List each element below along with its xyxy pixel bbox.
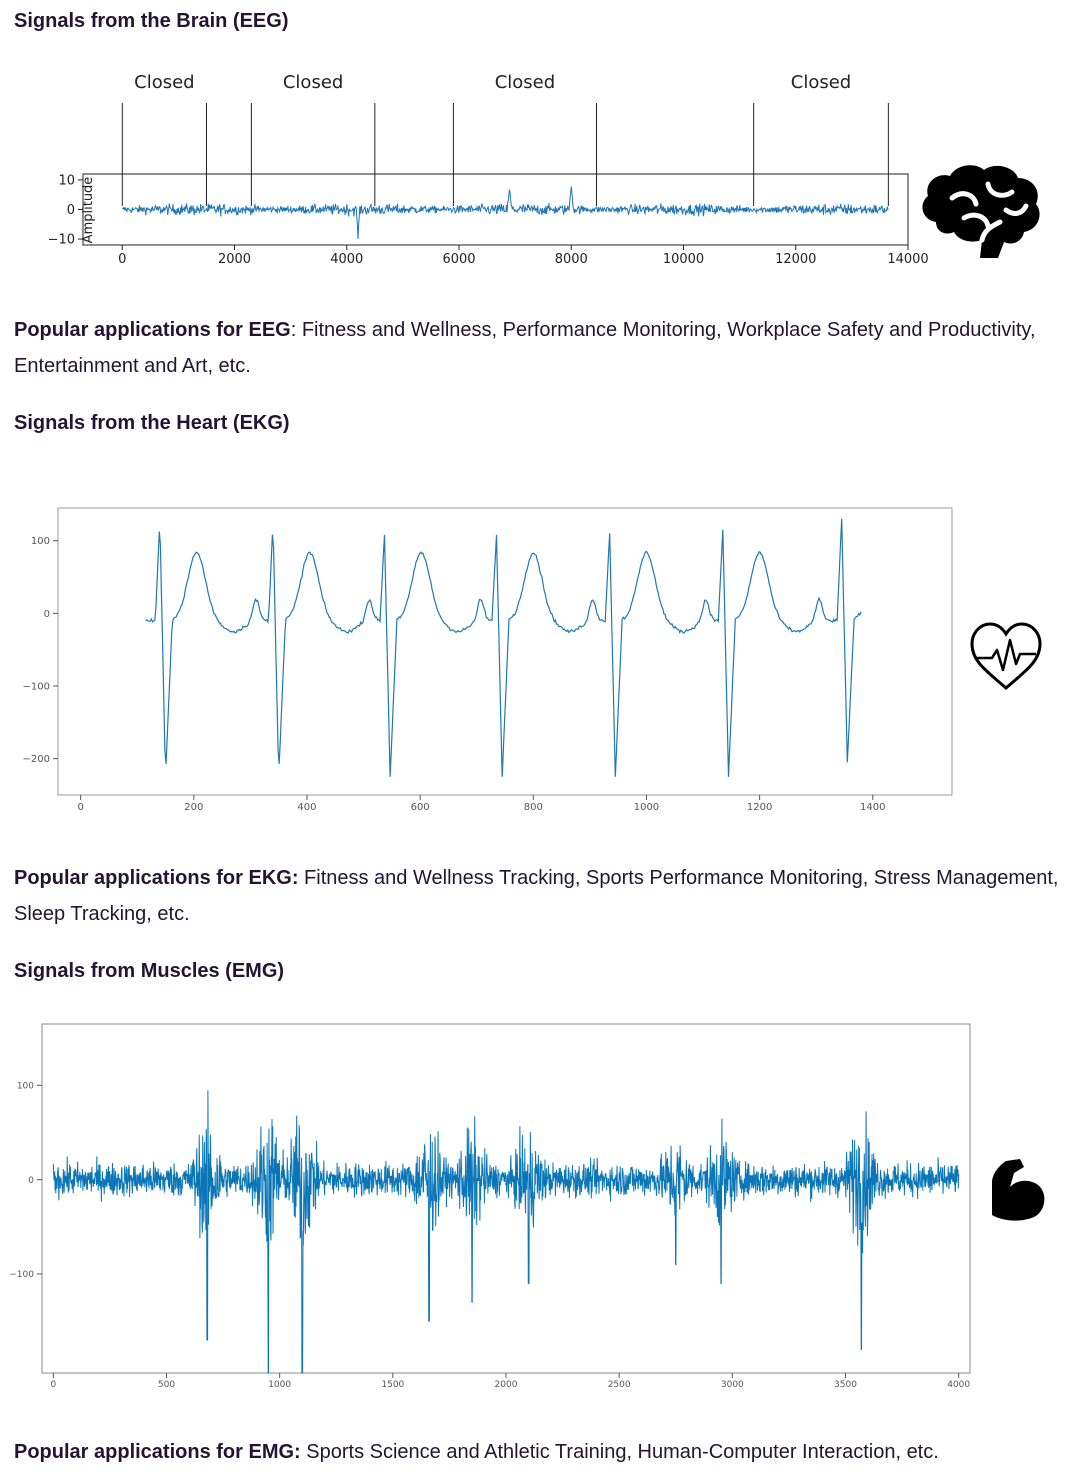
eeg-x-tick-label: 0 <box>118 252 127 267</box>
muscle-icon <box>986 1155 1050 1223</box>
emg-chart <box>0 1015 1080 1395</box>
emg-plot-frame <box>42 1024 970 1373</box>
eeg-x-tick-label: 8000 <box>554 252 588 267</box>
ekg-applications-label: Popular applications for EKG: <box>14 867 299 889</box>
emg-applications-label: Popular applications for EMG: <box>14 1441 301 1463</box>
emg-x-tick-label: 2500 <box>607 1380 631 1390</box>
emg-x-tick-label: 3000 <box>720 1380 744 1390</box>
emg-x-tick-label: 4000 <box>947 1380 971 1390</box>
eeg-x-tick-label: 12000 <box>775 252 817 267</box>
emg-x-tick-label: 1500 <box>381 1380 405 1390</box>
ekg-applications-list: Fitness and Wellness Tracking, Sports Performance Monitoring, Stress Management, Sleep Tracking, etc. <box>14 867 1059 925</box>
eeg-applications-label: Popular applications for EEG <box>14 319 291 341</box>
eeg-applications-list: : Fitness and Wellness, Performance Monitoring, Workplace Safety and Productivity, Entertainment and Art, etc. <box>14 319 1036 377</box>
ekg-x-tick-label: 1000 <box>633 802 660 813</box>
eeg-y-axis-label: Amplitude <box>81 176 96 244</box>
eeg-y-tick-label: −10 <box>47 232 75 248</box>
eeg-y-tick-label: 10 <box>58 173 75 189</box>
ekg-x-tick-label: 0 <box>77 802 84 813</box>
eeg-x-tick-label: 2000 <box>217 252 252 267</box>
eeg-closed-label: Closed <box>494 72 556 93</box>
ekg-applications-text <box>14 860 1064 932</box>
emg-x-tick-label: 500 <box>157 1380 176 1390</box>
ekg-y-tick-label: 0 <box>43 608 50 620</box>
eeg-heading: Signals from the Brain (EEG) <box>14 10 289 32</box>
eeg-y-tick-label: 0 <box>66 203 75 219</box>
emg-applications-list: Sports Science and Athletic Training, Human-Computer Interaction, etc. <box>300 1441 939 1463</box>
ekg-x-tick-label: 600 <box>410 802 430 813</box>
eeg-x-tick-label: 14000 <box>887 252 929 267</box>
ekg-x-tick-label: 1400 <box>860 802 886 813</box>
eeg-x-tick-label: 10000 <box>662 252 705 267</box>
eeg-x-tick-label: 6000 <box>442 252 476 267</box>
emg-x-tick-label: 3500 <box>834 1380 857 1390</box>
ekg-y-tick-label: 100 <box>30 536 50 548</box>
ekg-plot-frame <box>58 508 952 795</box>
heart-icon <box>968 620 1044 692</box>
ekg-y-tick-label: −100 <box>22 681 50 693</box>
ekg-series-line <box>146 519 861 777</box>
ekg-x-tick-label: 800 <box>523 802 543 813</box>
emg-y-tick-label: 100 <box>16 1081 34 1092</box>
ekg-x-tick-label: 1200 <box>746 802 773 813</box>
emg-applications-text <box>14 1434 1064 1470</box>
emg-y-tick-label: −100 <box>9 1270 34 1281</box>
emg-x-tick-label: 1000 <box>268 1380 292 1390</box>
ekg-x-tick-label: 400 <box>297 802 317 813</box>
eeg-series-line <box>122 186 888 239</box>
ekg-x-tick-label: 200 <box>184 802 204 813</box>
eeg-closed-label: Closed <box>134 72 195 93</box>
brain-icon <box>918 160 1046 260</box>
emg-heading: Signals from Muscles (EMG) <box>14 960 285 982</box>
eeg-applications-text <box>14 312 1064 384</box>
eeg-closed-label: Closed <box>790 72 852 93</box>
ekg-y-tick-label: −200 <box>22 754 50 766</box>
ekg-heading: Signals from the Heart (EKG) <box>14 412 290 434</box>
eeg-x-tick-label: 4000 <box>330 252 364 267</box>
emg-x-tick-label: 0 <box>50 1380 57 1390</box>
ekg-chart <box>0 495 1080 825</box>
emg-y-tick-label: 0 <box>28 1175 34 1186</box>
eeg-closed-label: Closed <box>282 72 344 93</box>
emg-series-line <box>53 1090 958 1373</box>
emg-x-tick-label: 2000 <box>494 1380 518 1390</box>
